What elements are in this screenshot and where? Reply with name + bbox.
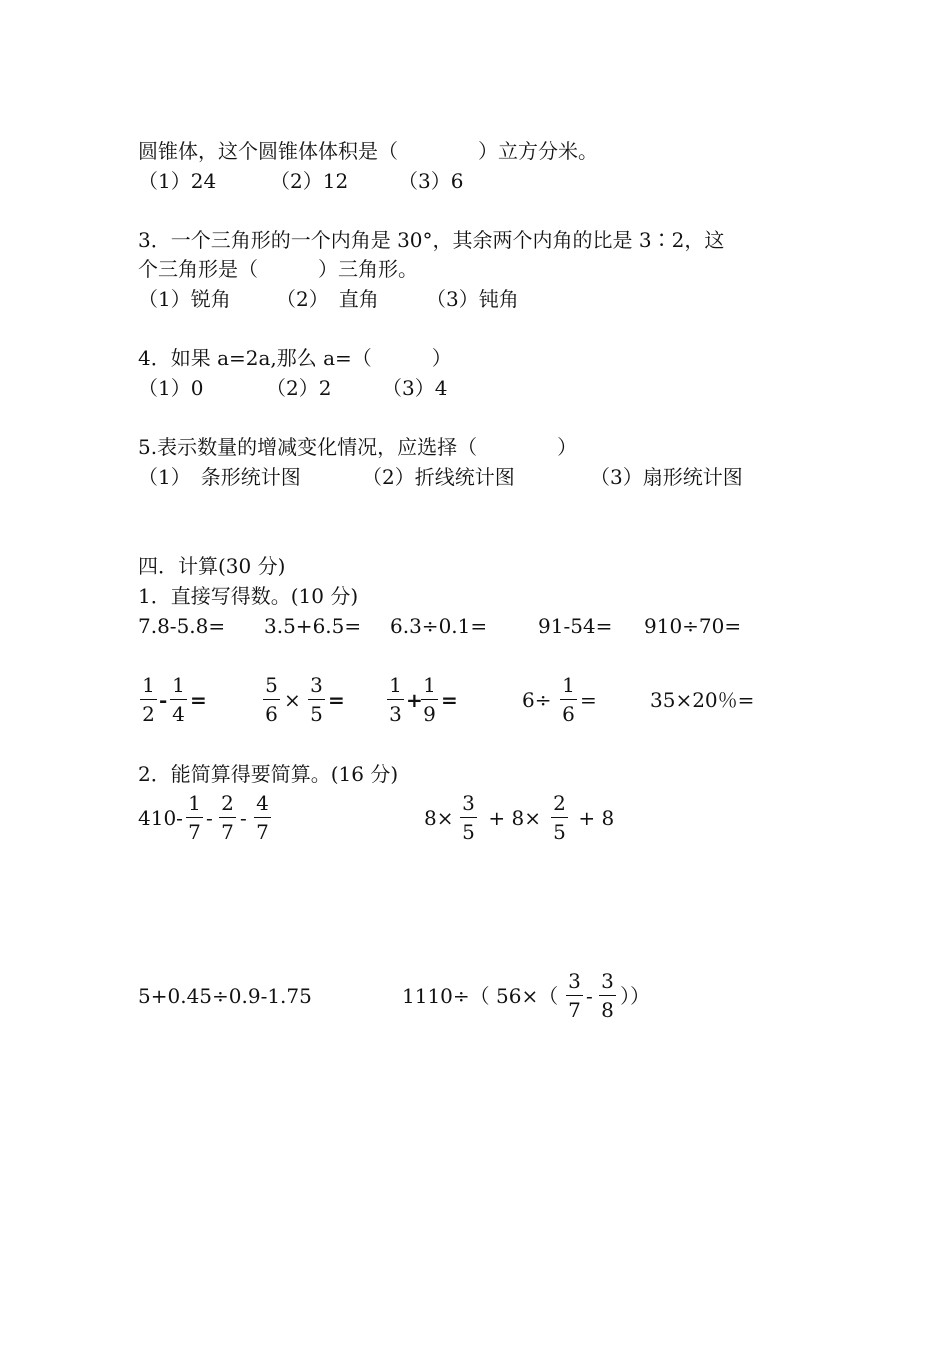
numerator: 4 xyxy=(256,791,269,815)
denominator: 7 xyxy=(221,820,234,844)
prefix: 8× xyxy=(424,806,454,830)
fraction xyxy=(170,674,187,725)
q2-continuation: 圆锥体，这个圆锥体体积是（ ）立方分米。 xyxy=(138,139,598,163)
denominator: 9 xyxy=(423,702,436,726)
q4-option-1: （1）0 xyxy=(138,376,204,400)
q3-question-line2: 个三角形是（ ）三角形。 xyxy=(138,257,418,281)
denominator: 7 xyxy=(568,998,581,1022)
calc-item: 91-54= xyxy=(538,614,613,638)
operator: × xyxy=(284,688,301,712)
denominator: 6 xyxy=(562,702,575,726)
fraction-bar xyxy=(140,699,157,700)
fraction-bar xyxy=(254,817,271,818)
denominator: 6 xyxy=(265,702,278,726)
fraction-bar xyxy=(599,995,616,996)
fraction-bar xyxy=(460,817,477,818)
operator: - xyxy=(240,806,247,830)
middle: + 8× xyxy=(482,806,541,830)
numerator: 3 xyxy=(601,969,614,993)
calc-item: 910÷70= xyxy=(644,614,742,638)
numerator: 1 xyxy=(562,673,575,697)
q5-question: 5.表示数量的增减变化情况，应选择（ ） xyxy=(138,435,578,459)
numerator: 3 xyxy=(462,791,475,815)
fraction-bar xyxy=(566,995,583,996)
fraction xyxy=(186,792,203,843)
equals: = xyxy=(441,688,458,712)
fraction-bar xyxy=(219,817,236,818)
denominator: 7 xyxy=(188,820,201,844)
fraction xyxy=(219,792,236,843)
fraction xyxy=(421,674,438,725)
q3-option-1: （1）锐角 xyxy=(138,287,231,311)
fraction xyxy=(551,792,568,843)
part2-title: 2．能简算得要简算。(16 分) xyxy=(138,762,399,786)
fraction xyxy=(254,792,271,843)
numerator: 1 xyxy=(142,673,155,697)
operator: - xyxy=(206,806,213,830)
q5-option-3: （3）扇形统计图 xyxy=(590,465,743,489)
fraction xyxy=(460,792,477,843)
fraction-bar xyxy=(170,699,187,700)
denominator: 5 xyxy=(462,820,475,844)
fraction xyxy=(263,674,280,725)
fraction xyxy=(308,674,325,725)
numerator: 3 xyxy=(568,969,581,993)
numerator: 1 xyxy=(389,673,402,697)
denominator: 3 xyxy=(389,702,402,726)
fraction-bar xyxy=(421,699,438,700)
calc-item: 7.8-5.8= xyxy=(138,614,226,638)
numerator: 3 xyxy=(310,673,323,697)
q4-question: 4．如果 a=2a,那么 a=（ ） xyxy=(138,346,452,370)
part1-title: 1．直接写得数。(10 分) xyxy=(138,584,359,608)
section4-title: 四．计算(30 分) xyxy=(138,554,286,578)
denominator: 5 xyxy=(553,820,566,844)
numerator: 1 xyxy=(172,673,185,697)
q3-option-2: （2） 直角 xyxy=(276,287,379,311)
equals: = xyxy=(328,688,345,712)
simplify-expression-3: 5+0.45÷0.9-1.75 xyxy=(138,984,312,1008)
denominator: 2 xyxy=(142,702,155,726)
calc-item: 6.3÷0.1= xyxy=(390,614,488,638)
prefix: 6÷ xyxy=(522,688,552,712)
q5-option-1: （1） 条形统计图 xyxy=(138,465,301,489)
fraction-bar xyxy=(387,699,404,700)
fraction xyxy=(140,674,157,725)
numerator: 5 xyxy=(265,673,278,697)
denominator: 5 xyxy=(310,702,323,726)
calc-item: 3.5+6.5= xyxy=(264,614,362,638)
calc-item: 35×20％= xyxy=(650,688,755,712)
suffix: ）） xyxy=(620,984,650,1008)
fraction-bar xyxy=(551,817,568,818)
q3-option-3: （3）钝角 xyxy=(426,287,519,311)
numerator: 2 xyxy=(553,791,566,815)
q2-option-3: （3）6 xyxy=(398,169,464,193)
operator: + xyxy=(406,688,423,712)
fraction-bar xyxy=(560,699,577,700)
operator: - xyxy=(159,688,168,712)
equals: = xyxy=(580,688,597,712)
prefix: 1110÷（ 56×（ xyxy=(402,984,559,1008)
fraction xyxy=(599,970,616,1021)
q3-question-line1: 3．一个三角形的一个内角是 30°，其余两个内角的比是 3∶2，这 xyxy=(138,228,725,252)
numerator: 1 xyxy=(188,791,201,815)
fraction xyxy=(387,674,404,725)
q2-option-1: （1）24 xyxy=(138,169,217,193)
numerator: 2 xyxy=(221,791,234,815)
prefix: 410- xyxy=(138,806,183,830)
q4-option-3: （3）4 xyxy=(382,376,448,400)
denominator: 4 xyxy=(172,702,185,726)
q2-option-2: （2）12 xyxy=(270,169,349,193)
denominator: 8 xyxy=(601,998,614,1022)
q4-option-2: （2）2 xyxy=(266,376,332,400)
equals: = xyxy=(190,688,207,712)
numerator: 1 xyxy=(423,673,436,697)
fraction-bar xyxy=(308,699,325,700)
suffix: + 8 xyxy=(572,806,615,830)
operator: - xyxy=(586,984,593,1008)
fraction xyxy=(560,674,577,725)
q5-option-2: （2）折线统计图 xyxy=(362,465,515,489)
denominator: 7 xyxy=(256,820,269,844)
fraction-bar xyxy=(263,699,280,700)
fraction-bar xyxy=(186,817,203,818)
fraction xyxy=(566,970,583,1021)
